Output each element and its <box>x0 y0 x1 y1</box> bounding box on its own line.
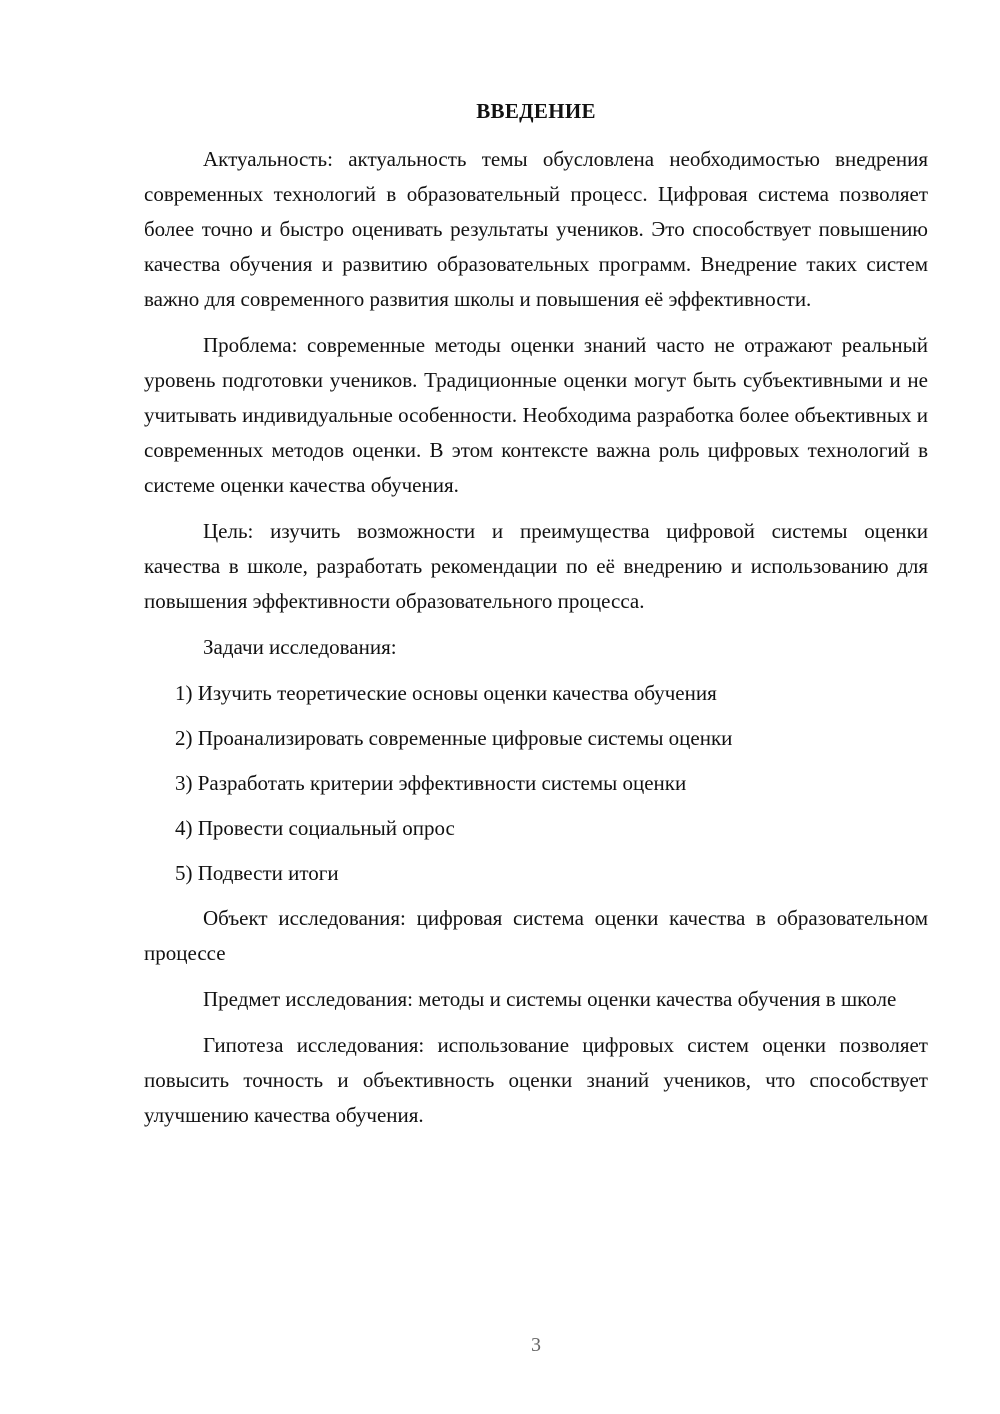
subject-paragraph: Предмет исследования: методы и системы оценки качества обучения в школе <box>203 987 897 1011</box>
page-number: 3 <box>531 1334 541 1356</box>
goal-paragraph: Цель: изучить возможности и преимущества цифровой системы оценки качества в школе, разработать рекомендации по её внедрению и использованию для повышения эффективности образовательного процесса. <box>144 519 928 613</box>
tasks-label: Задачи исследования: <box>203 635 397 659</box>
hypothesis-paragraph: Гипотеза исследования: использование цифровых систем оценки позволяет повысить точность и объективность оценки знаний учеников, что способствует улучшению качества обучения. <box>144 1033 928 1127</box>
task-item: 1) Изучить теоретические основы оценки качества обучения <box>175 681 717 705</box>
task-item: 2) Проанализировать современные цифровые системы оценки <box>175 726 733 750</box>
document-page <box>144 96 928 1144</box>
section-title: ВВЕДЕНИЕ <box>476 99 596 123</box>
tasks-list <box>144 676 928 891</box>
object-paragraph: Объект исследования: цифровая система оценки качества в образовательном процессе <box>144 906 928 965</box>
relevance-paragraph: Актуальность: актуальность темы обусловлена необходимостью внедрения современных технологий в образовательный процесс. Цифровая система позволяет более точно и быстро оценивать результаты учеников. Это способствует повышению качества обучения и развитию образовательных программ. Внедрение таких систем важно для современного развития школы и повышения её эффективности. <box>144 147 928 311</box>
task-item: 4) Провести социальный опрос <box>175 816 455 840</box>
task-item: 5) Подвести итоги <box>175 861 339 885</box>
problem-paragraph: Проблема: современные методы оценки знаний часто не отражают реальный уровень подготовки учеников. Традиционные оценки могут быть субъективными и не учитывать индивидуальные особенности. Необходима разработка более объективных и современных методов оценки. В этом контексте важна роль цифровых технологий в системе оценки качества обучения. <box>144 333 928 497</box>
task-item: 3) Разработать критерии эффективности системы оценки <box>175 771 687 795</box>
